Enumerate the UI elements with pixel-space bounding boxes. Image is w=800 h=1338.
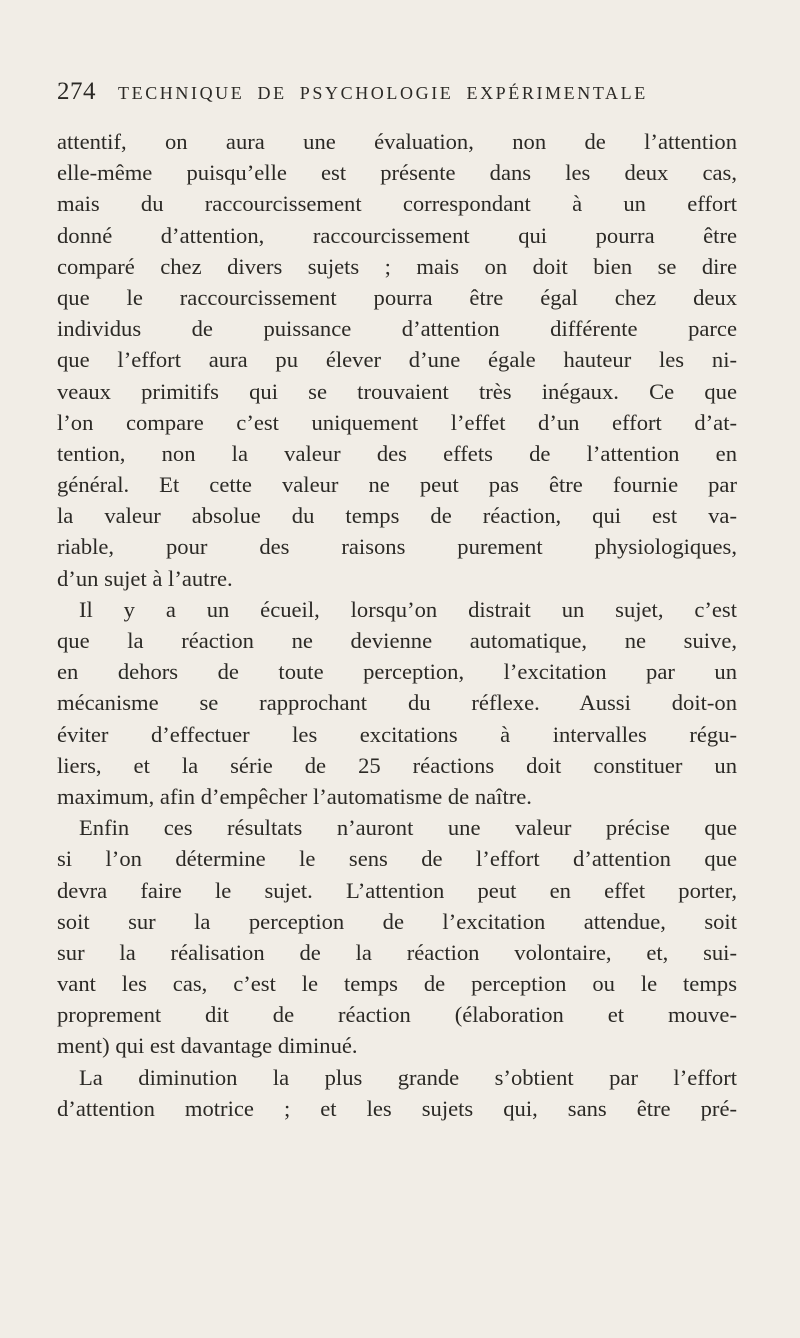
text-line: mécanisme se rapprochant du réflexe. Aussi doit-on	[57, 690, 737, 716]
text-line: général. Et cette valeur ne peut pas être fournie par	[57, 472, 737, 498]
text-line: attentif, on aura une évaluation, non de l’attention	[57, 129, 737, 154]
text-line: d’attention motrice ; et les sujets qui, sans être pré-	[57, 1095, 737, 1121]
body-text	[57, 126, 737, 1124]
paragraph-end-line: maximum, afin d’empêcher l’automatisme de naître.	[57, 783, 532, 809]
paragraph-start-line: La diminution la plus grande s’obtient par l’effort	[79, 1064, 737, 1090]
text-line: que l’effort aura pu élever d’une égale hauteur les ni-	[57, 347, 737, 373]
paragraph-start-line: Enfin ces résultats n’auront une valeur précise que	[79, 815, 737, 841]
text-line: individus de puissance d’attention différente parce	[57, 316, 737, 342]
text-line: soit sur la perception de l’excitation attendue, soit	[57, 908, 737, 934]
page-number: 274	[57, 78, 96, 105]
text-line: riable, pour des raisons purement physiologiques,	[57, 534, 737, 560]
text-line: que le raccourcissement pourra être égal chez deux	[57, 284, 737, 310]
text-line: devra faire le sujet. L’attention peut en effet porter,	[57, 877, 737, 903]
text-line: elle-même puisqu’elle est présente dans les deux cas,	[57, 160, 737, 186]
text-line: mais du raccourcissement correspondant à un effort	[57, 191, 737, 217]
text-line: veaux primitifs qui se trouvaient très inégaux. Ce que	[57, 378, 737, 404]
page-header	[57, 78, 737, 118]
text-line: vant les cas, c’est le temps de perception ou le temps	[57, 971, 737, 997]
running-head: TECHNIQUE DE PSYCHOLOGIE EXPÉRIMENTALE	[118, 83, 648, 103]
paragraph-end-line: d’un sujet à l’autre.	[57, 565, 233, 591]
text-line: que la réaction ne devienne automatique, ne suive,	[57, 628, 737, 653]
text-line: liers, et la série de 25 réactions doit constituer un	[57, 752, 737, 778]
paragraph-start-line: Il y a un écueil, lorsqu’on distrait un sujet, c’est	[79, 596, 737, 622]
text-line: donné d’attention, raccourcissement qui pourra être	[57, 222, 737, 248]
text-line: sur la réalisation de la réaction volontaire, et, sui-	[57, 939, 737, 965]
text-line: tention, non la valeur des effets de l’attention en	[57, 440, 737, 466]
text-line: éviter d’effectuer les excitations à intervalles régu-	[57, 721, 737, 747]
text-line: l’on compare c’est uniquement l’effet d’un effort d’at-	[57, 409, 737, 435]
text-line: si l’on détermine le sens de l’effort d’attention que	[57, 846, 737, 872]
paragraph-end-line: ment) qui est davantage diminué.	[57, 1033, 358, 1059]
text-line: en dehors de toute perception, l’excitation par un	[57, 659, 737, 685]
text-line: comparé chez divers sujets ; mais on doit bien se dire	[57, 253, 737, 279]
text-line: proprement dit de réaction (élaboration et mouve-	[57, 1002, 737, 1028]
text-line: la valeur absolue du temps de réaction, qui est va-	[57, 503, 737, 529]
